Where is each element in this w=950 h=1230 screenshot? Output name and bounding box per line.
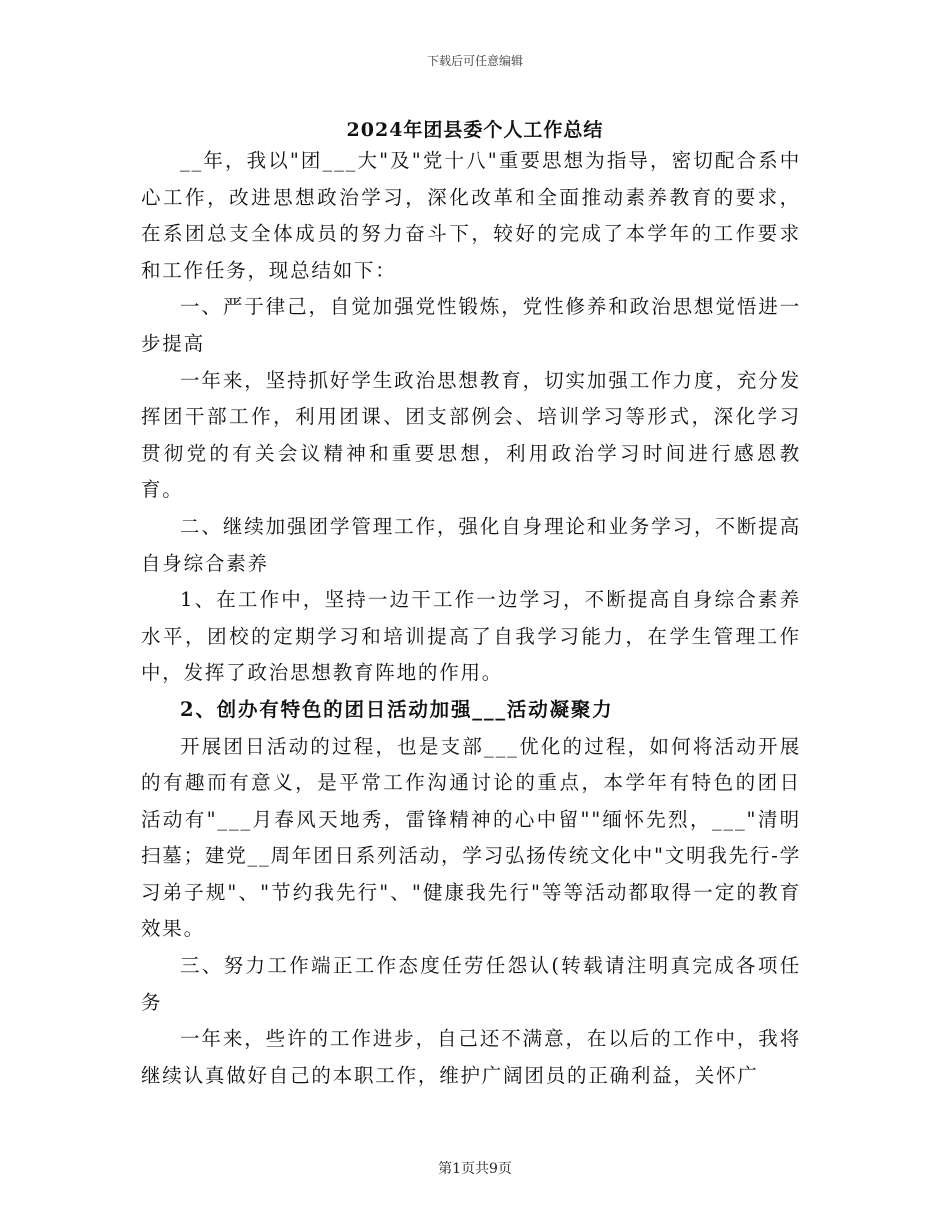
subheading-2-2: 2、创办有特色的团日活动加强___活动凝聚力	[180, 697, 614, 721]
section-heading-2: 二、继续加强团学管理工作，强化自身理论和业务学习，不断提高自身综合素养	[141, 514, 801, 575]
section-heading-1: 一、严于律己，自觉加强党性锻炼，党性修养和政治思想觉悟进一步提高	[141, 295, 801, 355]
paragraph-2-2: 开展团日活动的过程，也是支部___优化的过程，如何将活动开展的有趣而有意义，是平常工作沟通讨论的重点，本学年有特色的团日活动有"___月春风天地秀，雷锋精神的心中留""缅怀先烈，___"清明扫墓；建党__周年团日系列活动，学习弘扬传统文化中"文明我先行-学习弟子规"、"节约我先行"、"健康我先行"等等活动都取得一定的教育效果。	[141, 734, 801, 941]
document-body	[141, 143, 801, 1094]
document-title: 2024年团县委个人工作总结	[346, 119, 604, 141]
section-heading-3: 三、努力工作端正工作态度任劳任怨认(转载请注明真完成各项任务	[141, 954, 801, 1014]
paragraph-2-1: 1、在工作中，坚持一边干工作一边学习，不断提高自身综合素养水平，团校的定期学习和培训提高了自我学习能力，在学生管理工作中，发挥了政治思想教育阵地的作用。	[141, 588, 801, 685]
paragraph-3: 一年来，些许的工作进步，自己还不满意，在以后的工作中，我将继续认真做好自己的本职工作，维护广阔团员的正确利益，关怀广	[141, 1027, 801, 1087]
header-note: 下载后可任意编辑	[426, 54, 523, 68]
paragraph-intro: __年，我以"团___大"及"党十八"重要思想为指导，密切配合系中心工作，改进思想政治学习，深化改革和全面推动素养教育的要求，在系团总支全体成员的努力奋斗下，较好的完成了本学年的工作要求和工作任务，现总结如下：	[141, 149, 801, 282]
page-footer: 第1页共9页	[438, 1161, 512, 1177]
paragraph-1: 一年来，坚持抓好学生政治思想教育，切实加强工作力度，充分发挥团干部工作，利用团课、团支部例会、培训学习等形式，深化学习贯彻党的有关会议精神和重要思想，利用政治学习时间进行感恩教育。	[141, 368, 801, 502]
